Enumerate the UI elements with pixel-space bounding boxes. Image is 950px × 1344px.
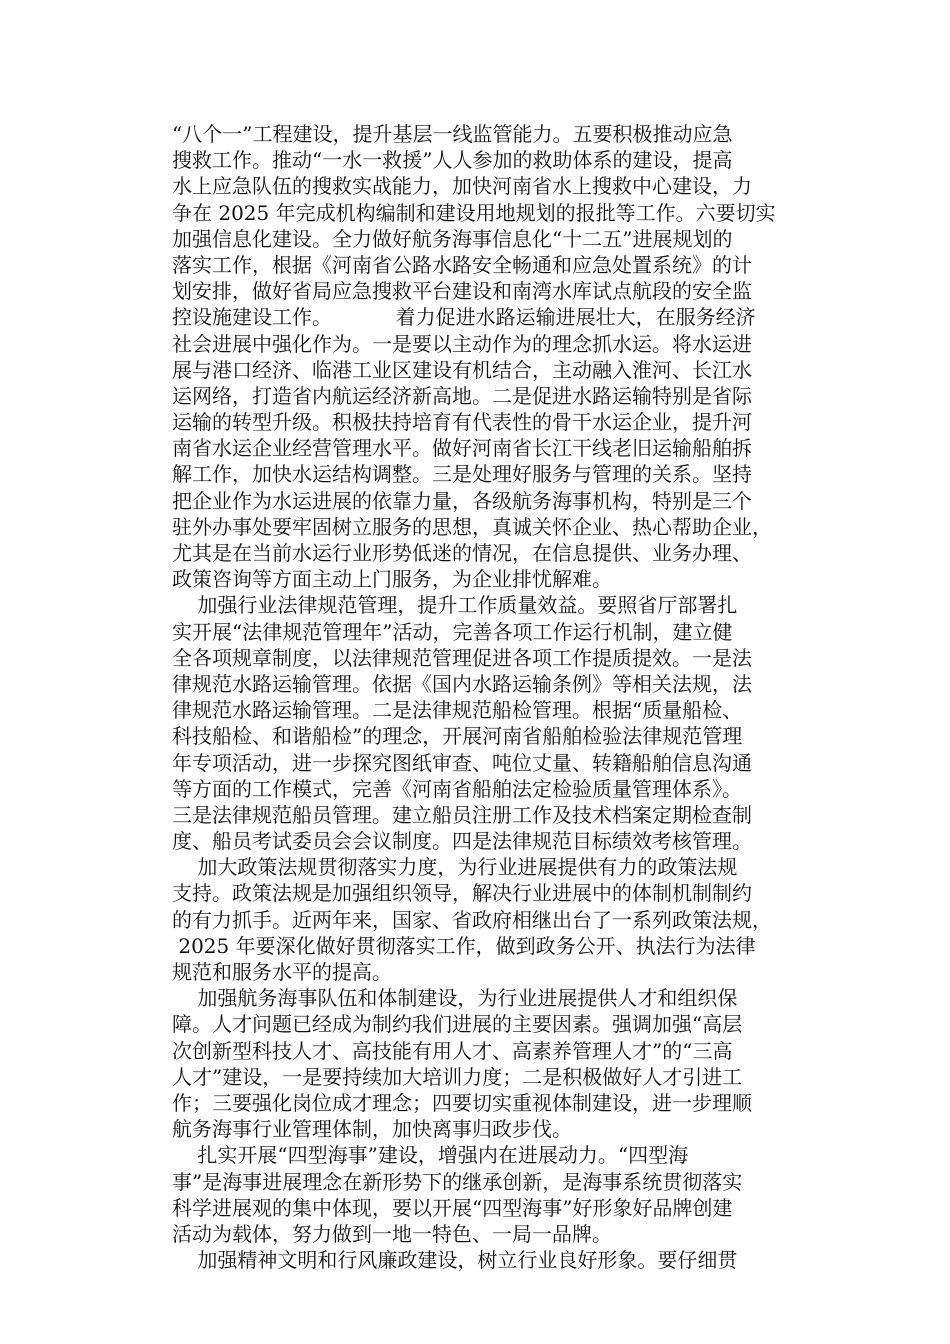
text-line: 等方面的工作模式，完善《河南省船舶法定检验质量管理体系》。 <box>172 776 742 801</box>
text-line: 实开展“法律规范管理年”活动，完善各项工作运行机制，建立健 <box>172 619 733 644</box>
text-line: 加大政策法规贯彻落实力度，为行业进展提供有力的政策法规 <box>172 855 738 880</box>
text-line: 全各项规章制度，以法律规范管理促进各项工作提质提效。一是法 <box>172 645 752 670</box>
text-line: 搜救工作。推动“一水一救援”人人参加的救助体系的建设，提高 <box>172 148 733 173</box>
text-line: 控设施建设工作。 着力促进水路运输进展壮大，在服务经济 <box>172 305 756 330</box>
text-line: 运网络，打造省内航运经济新高地。二是促进水路运输特别是省际 <box>172 383 752 408</box>
text-line: 年专项活动，进一步探究图纸审查、吨位丈量、转籍船舶信息沟通 <box>172 750 752 775</box>
text-line: 作；三要强化岗位成才理念；四要切实重视体制建设，进一步理顺 <box>172 1090 752 1115</box>
text-line: 政策咨询等方面主动上门服务，为企业排忧解难。 <box>172 567 612 592</box>
text-line: 2025 年要深化做好贯彻落实工作，做到政务公开、执法行为法律 <box>172 933 756 958</box>
body-text <box>172 121 802 1273</box>
text-line: 加强航务海事队伍和体制建设，为行业进展提供人才和组织保 <box>172 986 738 1011</box>
text-line: 运输的转型升级。积极扶持培育有代表性的骨干水运企业，提升河 <box>172 410 752 435</box>
text-line: 的有力抓手。近两年来，国家、省政府相继出台了一系列政策法规， <box>172 907 772 932</box>
text-line: 度、船员考试委员会会议制度。四是法律规范目标绩效考核管理。 <box>172 829 752 854</box>
text-line: 事”是海事进展理念在新形势下的继承创新，是海事系统贯彻落实 <box>172 1169 743 1194</box>
text-line: 落实工作，根据《河南省公路水路安全畅通和应急处置系统》的计 <box>172 252 752 277</box>
text-line: 次创新型科技人才、高技能有用人才、高素养管理人才”的“三高 <box>172 1038 733 1063</box>
text-line: 科技船检、和谐船检”的理念，开展河南省船舶检验法律规范管理 <box>172 724 743 749</box>
text-line: 三是法律规范船员管理。建立船员注册工作及技术档案定期检查制 <box>172 802 752 827</box>
text-line: 南省水运企业经营管理水平。做好河南省长江干线老旧运输船舶拆 <box>172 436 752 461</box>
text-line: 水上应急队伍的搜救实战能力，加快河南省水上搜救中心建设，力 <box>172 174 752 199</box>
text-line: 科学进展观的集中体现，要以开展“四型海事”好形象好品牌创建 <box>172 1195 733 1220</box>
text-line: 驻外办事处要牢固树立服务的思想，真诚关怀企业、热心帮助企业， <box>172 514 772 539</box>
text-line: 展与港口经济、临港工业区建设有机结合，主动融入淮河、长江水 <box>172 357 752 382</box>
text-line: 社会进展中强化作为。一是要以主动作为的理念抓水运。将水运进 <box>172 331 752 356</box>
text-line: 障。人才问题已经成为制约我们进展的主要因素。强调加强“高层 <box>172 1012 743 1037</box>
text-line: 加强信息化建设。全力做好航务海事信息化“十二五”进展规划的 <box>172 226 733 251</box>
text-line: 把企业作为水运进展的依靠力量，各级航务海事机构，特别是三个 <box>172 488 752 513</box>
text-line: 人才”建设，一是要持续加大培训力度；二是积极做好人才引进工 <box>172 1064 743 1089</box>
text-line: 扎实开展“四型海事”建设，增强内在进展动力。“四型海 <box>172 1143 689 1168</box>
text-line: 航务海事行业管理体制，加快离事归政步伐。 <box>172 1117 572 1142</box>
text-line: 律规范水路运输管理。依据《国内水路运输条例》等相关法规，法 <box>172 671 752 696</box>
text-line: 规范和服务水平的提高。 <box>172 960 392 984</box>
text-line: 划安排，做好省局应急搜救平台建设和南湾水库试点航段的安全监 <box>172 279 752 304</box>
text-line: 加强行业法律规范管理，提升工作质量效益。要照省厅部署扎 <box>172 593 738 618</box>
text-line: 律规范水路运输管理。二是法律规范船检管理。根据“质量船检、 <box>172 698 743 723</box>
text-line: 争在 2025 年完成机构编制和建设用地规划的报批等工作。六要切实 <box>172 200 776 225</box>
text-line: “八个一”工程建设，提升基层一线监管能力。五要积极推动应急 <box>172 122 733 146</box>
text-line: 加强精神文明和行风廉政建设，树立行业良好形象。要仔细贯 <box>172 1248 738 1273</box>
text-line: 支持。政策法规是加强组织领导，解决行业进展中的体制机制制约 <box>172 881 752 906</box>
text-line: 解工作，加快水运结构调整。三是处理好服务与管理的关系。坚持 <box>172 462 752 487</box>
text-line: 活动为载体，努力做到一地一特色、一局一品牌。 <box>172 1221 612 1246</box>
text-line: 尤其是在当前水运行业形势低迷的情况，在信息提供、业务办理、 <box>172 541 752 565</box>
